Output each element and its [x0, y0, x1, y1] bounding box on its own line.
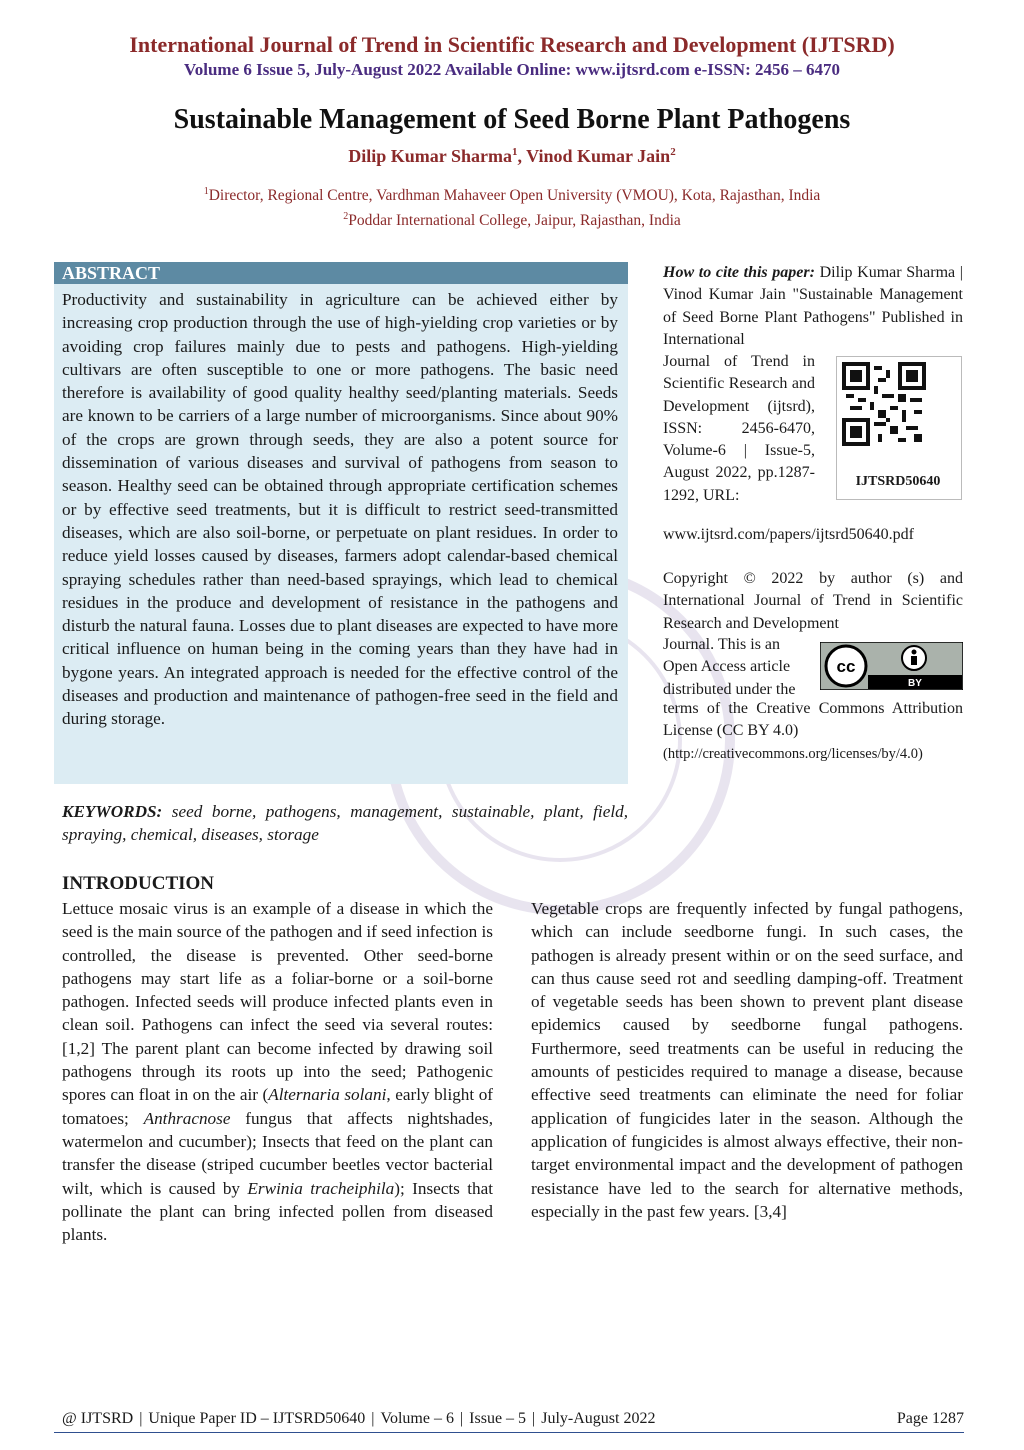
body-text: , early blight of tomatoes;	[62, 1085, 494, 1128]
body-column-right: Vegetable crops are frequently infected by fungal pathogens, which can include seedborne fungi. In such cases, the pathogen is already present within or on the seed surface, and can thus cause seed rot and seedling damping-off. Treatment of vegetable seeds has been shown to prevent plant disease epidemics caused by seedborne fungal pathogens. Furthermore, seed treatments can be useful in reducing the amounts of pesticides required to manage a disease, because effective seed treatments can eliminate the need for foliar application of fungicides later in the season. Although the application of fungicides is almost always effective, their non-target environmental impact and the development of pathogen resistance have led to the search for alternative methods, especially in the past few years. [3,4]	[531, 899, 963, 1221]
page-footer	[62, 1410, 964, 1428]
license-text: terms of the Creative Commons Attribution License (CC BY 4.0)	[663, 700, 963, 740]
footer-issue: Issue – 5	[469, 1410, 527, 1427]
license-url[interactable]: (http://creativecommons.org/licenses/by/4.0)	[663, 745, 923, 762]
author-name: Dilip Kumar Sharma	[348, 146, 512, 166]
affiliation-sup: 2	[343, 211, 349, 222]
footer-separator: |	[532, 1410, 536, 1427]
species-name: Erwinia tracheiphila	[247, 1178, 395, 1198]
footer-volume: Volume – 6	[380, 1410, 454, 1427]
citation-block	[663, 262, 963, 351]
body-text: fungus that affects nightshades, watermelon and cucumber); Insects that feed on the plant can transfer the disease (striped cucumber beetles vector bacterial wilt, which is caused by	[62, 1108, 493, 1198]
keywords-label: KEYWORDS:	[62, 802, 163, 821]
author-name: Vinod Kumar Jain	[526, 146, 671, 166]
author-separator: ,	[517, 146, 527, 166]
citation-text: Dilip Kumar Sharma | Vinod Kumar Jain "Sustainable Management of Seed Borne Plant Pathogens" Published in International	[663, 264, 963, 348]
page-number: Page 1287	[896, 1410, 964, 1427]
qr-code-icon[interactable]	[842, 362, 926, 446]
citation-url[interactable]: www.ijtsrd.com/papers/ijtsrd50640.pdf	[663, 526, 914, 543]
footer-copyright: @ IJTSRD	[62, 1410, 134, 1427]
footer-rule	[54, 1432, 964, 1433]
footer-separator: |	[139, 1410, 143, 1427]
affiliation-2	[0, 211, 1024, 230]
abstract-text: Productivity and sustainability in agriculture can be achieved either by increasing crop production through the use of high-yielding crop varieties or by avoiding crop failures mainly due to pests and pathogens. High-yielding cultivars are often susceptible to one or more pathogens. The basic need therefore is availability of good quality healthy seed/planting materials. Seeds are known to be carriers of a large number of microorganisms. Since about 90% of the crops are grown through seeds, they are also a potent source for dissemination of various diseases and survival of pathogens from season to season. Healthy seed can be obtained through appropriate certification schemes or by effective seed treatments, but it is difficult to restrict seed-transmitted diseases, which are also soil-borne, or perpetuate on plant residues. In order to reduce yield losses caused by diseases, farmers adopt calendar-based chemical spraying schedules rather than need-based sprayings, which lead to chemical residues in the produce and development of resistance in the pathogens and disturb the natural fauna. Losses due to plant diseases are expected to have more critical influence on human being in the coming years than they have had in bygone years. An integrated approach is needed for the effective control of the diseases and production and maintenance of pathogen-free seed in the field and during storage.	[62, 290, 618, 729]
citation-label: How to cite this paper:	[663, 264, 815, 281]
qr-code-label: IJTSRD50640	[855, 474, 941, 489]
paper-title: Sustainable Management of Seed Borne Plant Pathogens	[173, 104, 851, 135]
journal-issue-line: Volume 6 Issue 5, July-August 2022 Available Online: www.ijtsrd.com e-ISSN: 2456 – 6470	[184, 60, 840, 79]
footer-separator: |	[371, 1410, 375, 1427]
journal-title: International Journal of Trend in Scientific Research and Development (IJTSRD)	[129, 32, 895, 57]
author-line	[0, 146, 1024, 167]
copyright-text-continued: Journal. This is an Open Access article distributed under the	[663, 636, 796, 698]
affiliation-sup: 1	[203, 186, 209, 197]
copyright-text: Copyright © 2022 by author (s) and International Journal of Trend in Scientific Research and Development	[663, 570, 963, 632]
footer-date: July-August 2022	[541, 1410, 656, 1427]
abstract-heading: ABSTRACT	[54, 262, 628, 284]
keywords	[62, 800, 628, 847]
affiliation-text: Director, Regional Centre, Vardhman Mahaveer Open University (VMOU), Kota, Rajasthan, India	[208, 187, 821, 205]
body-text: Lettuce mosaic virus is an example of a disease in which the seed is the main source of the pathogen and if seed infection is controlled, the disease is prevented. Other seed-borne pathogens may start life as a foliar-borne or a soil-borne pathogen. Infected seeds will produce infected plants even in clean soil. Pathogens can infect the seed via several routes:[1,2] The parent plant can become infected by drawing soil pathogens through its roots up into the seed; Pathogenic spores can float in on the air (	[62, 899, 493, 1105]
section-heading: INTRODUCTION	[62, 873, 215, 894]
affiliation-text: Poddar International College, Jaipur, Rajasthan, India	[348, 212, 681, 230]
keywords-text: seed borne, pathogens, management, sustainable, plant, field, spraying, chemical, diseases, storage	[62, 802, 628, 845]
author-sup: 1	[511, 146, 518, 158]
body-column-left	[62, 897, 493, 1246]
cc-by-label: BY	[908, 678, 922, 689]
body-text: ); Insects that pollinate the plant can bring infected pollen from diseased plants.	[62, 1178, 494, 1245]
citation-details: Journal of Trend in Scientific Research and Development (ijtsrd), ISSN: 2456-6470, Volume-6 | Issue-5, August 2022, pp.1287-1292, URL:	[663, 353, 815, 504]
species-name: Alternaria solani	[268, 1085, 387, 1105]
species-name: Anthracnose	[143, 1108, 231, 1128]
copyright-license	[663, 698, 963, 765]
footer-paper-id: Unique Paper ID – IJTSRD50640	[148, 1410, 366, 1427]
author-sup: 2	[670, 146, 676, 158]
svg-text:cc: cc	[836, 657, 856, 676]
footer-separator: |	[459, 1410, 464, 1427]
cc-by-license-icon[interactable]	[820, 642, 963, 690]
affiliation-1	[0, 186, 1024, 205]
